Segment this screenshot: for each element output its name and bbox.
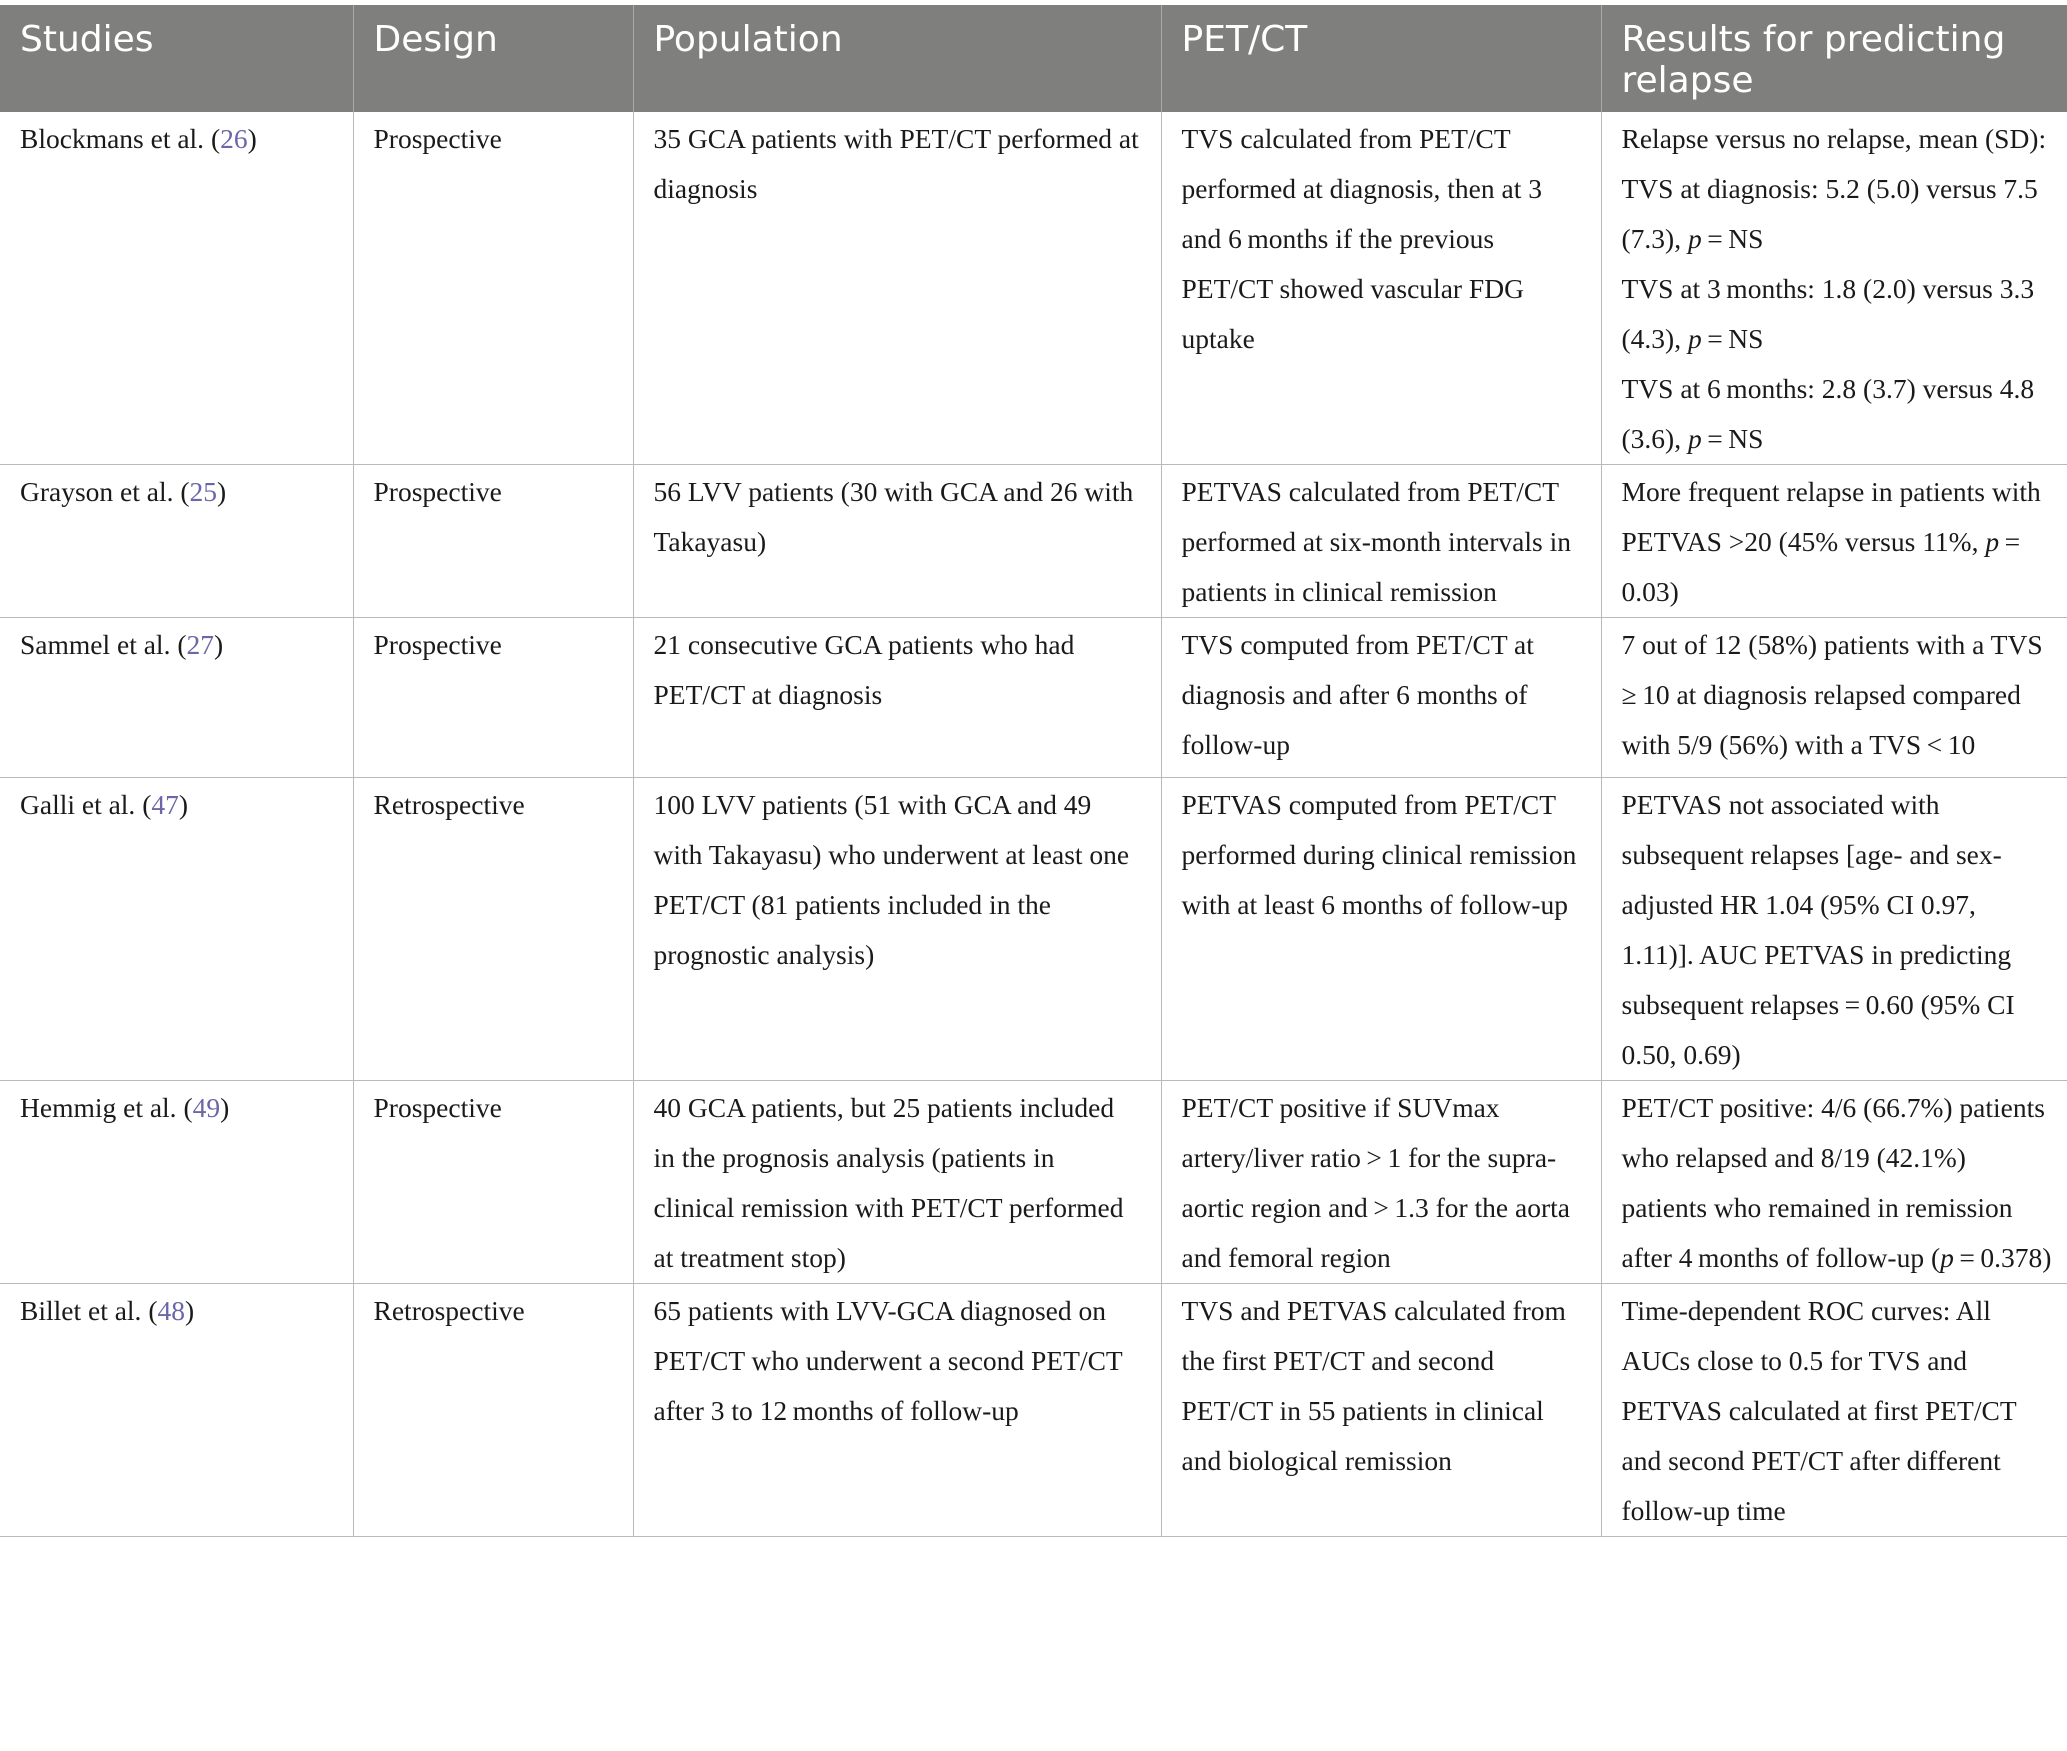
header-design: Design [353, 5, 633, 112]
reference-link[interactable]: 27 [186, 629, 214, 660]
cell-petct: PETVAS computed from PET/CT performed during clinical remission with at least 6 months of follow-up [1161, 778, 1601, 1081]
cell-study: Sammel et al. (27) [0, 618, 353, 778]
cell-study: Blockmans et al. (26) [0, 112, 353, 465]
reference-link[interactable]: 26 [220, 123, 248, 154]
cell-results [1601, 1284, 2067, 1537]
table-row [0, 1284, 2067, 1537]
header-petct: PET/CT [1161, 5, 1601, 112]
table-row [0, 112, 2067, 465]
cell-petct: TVS and PETVAS calculated from the first PET/CT and second PET/CT in 55 patients in clinical and biological remission [1161, 1284, 1601, 1537]
header-population: Population [633, 5, 1161, 112]
cell-design: Retrospective [353, 1284, 633, 1537]
study-name: Billet et al. [20, 1295, 142, 1326]
cell-petct: TVS calculated from PET/CT performed at diagnosis, then at 3 and 6 months if the previous PET/CT showed vascular FDG uptake [1161, 112, 1601, 465]
cell-design: Prospective [353, 465, 633, 618]
study-name: Sammel et al. [20, 629, 171, 660]
cell-results [1601, 778, 2067, 1081]
table-row [0, 778, 2067, 1081]
cell-design: Prospective [353, 112, 633, 465]
result-line: Time-dependent ROC curves: All AUCs close to 0.5 for TVS and PETVAS calculated at first PET/CT and second PET/CT after different follow-up time [1621, 1295, 2017, 1526]
result-line: PETVAS not associated with subsequent relapses [age- and sex-adjusted HR 1.04 (95% CI 0.97, 1.11)]. AUC PETVAS in predicting subsequent relapses = 0.60 (95% CI 0.50, 0.69) [1621, 789, 2015, 1070]
cell-population: 100 LVV patients (51 with GCA and 49 with Takayasu) who underwent at least one PET/CT (81 patients included in the prognostic analysis) [633, 778, 1161, 1081]
study-name: Hemmig et al. [20, 1092, 177, 1123]
cell-population: 21 consecutive GCA patients who had PET/CT at diagnosis [633, 618, 1161, 778]
study-name: Galli et al. [20, 789, 136, 820]
reference-link[interactable]: 48 [157, 1295, 185, 1326]
cell-petct: PETVAS calculated from PET/CT performed at six-month intervals in patients in clinical remission [1161, 465, 1601, 618]
cell-study: Galli et al. (47) [0, 778, 353, 1081]
header-row [0, 5, 2067, 112]
studies-table [0, 5, 2067, 1537]
study-name: Grayson et al. [20, 476, 174, 507]
cell-petct: PET/CT positive if SUVmax artery/liver ratio > 1 for the supra-aortic region and > 1.3 for the aorta and femoral region [1161, 1081, 1601, 1284]
result-line: TVS at 3 months: 1.8 (2.0) versus 3.3 (4.3), p = NS [1621, 273, 2035, 354]
cell-design: Prospective [353, 618, 633, 778]
header-results: Results for predicting relapse [1601, 5, 2067, 112]
table-row [0, 1081, 2067, 1284]
header-studies: Studies [0, 5, 353, 112]
result-line: 7 out of 12 (58%) patients with a TVS ≥ 10 at diagnosis relapsed compared with 5/9 (56%) with a TVS < 10 [1621, 629, 2049, 760]
result-line: TVS at diagnosis: 5.2 (5.0) versus 7.5 (7.3), p = NS [1621, 173, 2038, 254]
cell-study: Billet et al. (48) [0, 1284, 353, 1537]
table-row [0, 618, 2067, 778]
result-line: More frequent relapse in patients with PETVAS >20 (45% versus 11%, p = 0.03) [1621, 476, 2041, 607]
result-line: TVS at 6 months: 2.8 (3.7) versus 4.8 (3.6), p = NS [1621, 373, 2035, 454]
studies-table-container [0, 5, 2067, 1537]
table-header [0, 5, 2067, 112]
study-name: Blockmans et al. [20, 123, 205, 154]
cell-results [1601, 1081, 2067, 1284]
cell-population: 35 GCA patients with PET/CT performed at diagnosis [633, 112, 1161, 465]
cell-study: Grayson et al. (25) [0, 465, 353, 618]
reference-link[interactable]: 25 [189, 476, 218, 507]
result-line: PET/CT positive: 4/6 (66.7%) patients who relapsed and 8/19 (42.1%) patients who remained in remission after 4 months of follow-up (p = 0.378) [1621, 1092, 2052, 1273]
cell-results [1601, 112, 2067, 465]
cell-population: 65 patients with LVV-GCA diagnosed on PET/CT who underwent a second PET/CT after 3 to 12 months of follow-up [633, 1284, 1161, 1537]
cell-results [1601, 618, 2067, 778]
cell-population: 40 GCA patients, but 25 patients included in the prognosis analysis (patients in clinical remission with PET/CT performed at treatment stop) [633, 1081, 1161, 1284]
cell-population: 56 LVV patients (30 with GCA and 26 with Takayasu) [633, 465, 1161, 618]
cell-design: Prospective [353, 1081, 633, 1284]
cell-results [1601, 465, 2067, 618]
cell-study: Hemmig et al. (49) [0, 1081, 353, 1284]
cell-petct: TVS computed from PET/CT at diagnosis and after 6 months of follow-up [1161, 618, 1601, 778]
cell-design: Retrospective [353, 778, 633, 1081]
reference-link[interactable]: 47 [151, 789, 179, 820]
table-row [0, 465, 2067, 618]
reference-link[interactable]: 49 [192, 1092, 221, 1123]
result-line: Relapse versus no relapse, mean (SD): [1621, 123, 2047, 154]
table-body [0, 112, 2067, 1537]
